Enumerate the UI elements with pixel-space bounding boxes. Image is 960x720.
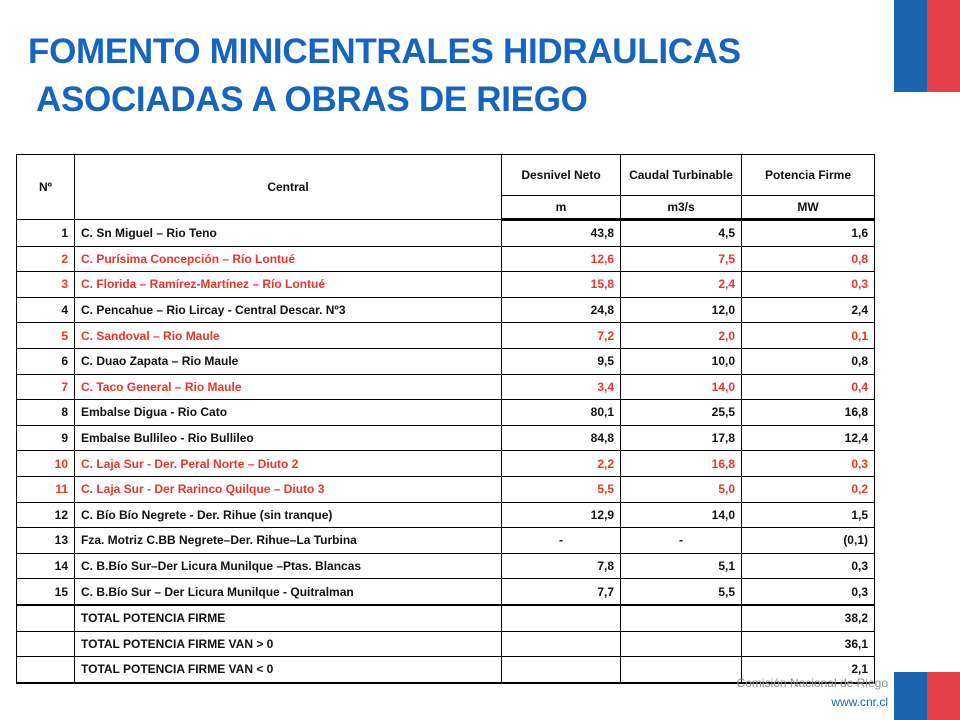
cell-central: C. B.Bío Sur – Der Licura Munilque - Quitralman: [75, 579, 502, 605]
cell-potencia: 0,4: [742, 374, 875, 400]
cell-desnivel: 15,8: [502, 272, 621, 298]
cell-caudal: 5,0: [621, 476, 742, 502]
header-central: Central: [75, 155, 502, 220]
total-row: [17, 605, 875, 631]
cell-central: C. Pencahue – Rio Lircay - Central Descar. Nº3: [75, 297, 502, 323]
total-row: [17, 631, 875, 657]
cell-central: C. Duao Zapata – Rio Maule: [75, 348, 502, 374]
cell-desnivel: 84,8: [502, 425, 621, 451]
cell-desnivel: -: [502, 528, 621, 554]
footer-url[interactable]: www.cnr.cl: [831, 695, 888, 709]
table-row: [17, 272, 875, 298]
total-empty-caudal: [621, 605, 742, 631]
cell-desnivel: 80,1: [502, 400, 621, 426]
table-row: [17, 528, 875, 554]
cell-caudal: 10,0: [621, 348, 742, 374]
flag-red-band: [927, 0, 960, 92]
cell-desnivel: 7,2: [502, 323, 621, 349]
cell-desnivel: 24,8: [502, 297, 621, 323]
total-empty-num: [17, 657, 75, 683]
total-value: 36,1: [742, 631, 875, 657]
header-desnivel: Desnivel Neto: [502, 155, 621, 196]
cell-caudal: 4,5: [621, 220, 742, 247]
table-row: [17, 579, 875, 605]
total-label: TOTAL POTENCIA FIRME: [75, 605, 502, 631]
cell-central: C. Sandoval – Rio Maule: [75, 323, 502, 349]
title-line-1: FOMENTO MINICENTRALES HIDRAULICAS: [28, 32, 741, 71]
cell-central: C. Florida – Ramírez-Martínez – Río Lontué: [75, 272, 502, 298]
cell-caudal: -: [621, 528, 742, 554]
table-row: [17, 246, 875, 272]
cell-desnivel: 7,8: [502, 553, 621, 579]
total-label: TOTAL POTENCIA FIRME VAN > 0: [75, 631, 502, 657]
cell-num: 2: [17, 246, 75, 272]
cell-desnivel: 43,8: [502, 220, 621, 247]
cell-potencia: 1,6: [742, 220, 875, 247]
total-empty-num: [17, 605, 75, 631]
cell-potencia: 12,4: [742, 425, 875, 451]
cell-potencia: 2,4: [742, 297, 875, 323]
cell-num: 4: [17, 297, 75, 323]
cell-num: 8: [17, 400, 75, 426]
cell-central: C. Sn Miguel – Rio Teno: [75, 220, 502, 247]
cell-potencia: 0,2: [742, 476, 875, 502]
cell-desnivel: 5,5: [502, 476, 621, 502]
unit-desnivel: m: [502, 196, 621, 220]
cell-num: 10: [17, 451, 75, 477]
cell-caudal: 16,8: [621, 451, 742, 477]
table-row: [17, 374, 875, 400]
cell-desnivel: 3,4: [502, 374, 621, 400]
cell-num: 12: [17, 502, 75, 528]
cell-potencia: 0,3: [742, 451, 875, 477]
cell-potencia: 0,1: [742, 323, 875, 349]
cell-desnivel: 12,9: [502, 502, 621, 528]
total-value: 2,1: [742, 657, 875, 683]
cell-caudal: 5,5: [621, 579, 742, 605]
cell-central: Embalse Digua - Rio Cato: [75, 400, 502, 426]
cell-central: C. Laja Sur - Der. Peral Norte – Diuto 2: [75, 451, 502, 477]
table-row: [17, 502, 875, 528]
table-row: [17, 451, 875, 477]
flag-red-band: [927, 672, 960, 720]
minicentrales-table: [16, 154, 875, 684]
flag-decoration-top: [894, 0, 960, 92]
cell-num: 11: [17, 476, 75, 502]
table-row: [17, 220, 875, 247]
cell-caudal: 12,0: [621, 297, 742, 323]
footer-org: Comisión Nacional de Riego: [736, 676, 888, 690]
unit-caudal: m3/s: [621, 196, 742, 220]
total-label: TOTAL POTENCIA FIRME VAN < 0: [75, 657, 502, 683]
cell-potencia: 0,3: [742, 579, 875, 605]
cell-desnivel: 9,5: [502, 348, 621, 374]
table-row: [17, 400, 875, 426]
cell-central: C. Bío Bío Negrete - Der. Rihue (sin tranque): [75, 502, 502, 528]
cell-central: C. Purísima Concepción – Río Lontué: [75, 246, 502, 272]
table-row: [17, 425, 875, 451]
cell-caudal: 2,4: [621, 272, 742, 298]
cell-desnivel: 7,7: [502, 579, 621, 605]
table-row: [17, 553, 875, 579]
cell-num: 6: [17, 348, 75, 374]
table-body: [17, 220, 875, 683]
cell-potencia: 0,3: [742, 553, 875, 579]
table-row: [17, 297, 875, 323]
slide-title: [28, 28, 741, 124]
cell-central: Fza. Motriz C.BB Negrete–Der. Rihue–La Turbina: [75, 528, 502, 554]
total-empty-desnivel: [502, 631, 621, 657]
cell-desnivel: 2,2: [502, 451, 621, 477]
cell-central: C. B.Bío Sur–Der Licura Munilque –Ptas. Blancas: [75, 553, 502, 579]
total-empty-desnivel: [502, 605, 621, 631]
cell-caudal: 17,8: [621, 425, 742, 451]
cell-caudal: 2,0: [621, 323, 742, 349]
flag-decoration-bottom: [894, 672, 960, 720]
total-empty-caudal: [621, 631, 742, 657]
table-row: [17, 476, 875, 502]
table-row: [17, 348, 875, 374]
footer: [737, 674, 888, 712]
cell-potencia: 1,5: [742, 502, 875, 528]
cell-num: 14: [17, 553, 75, 579]
cell-potencia: 0,8: [742, 246, 875, 272]
header-potencia: Potencia Firme: [742, 155, 875, 196]
cell-num: 1: [17, 220, 75, 247]
cell-potencia: (0,1): [742, 528, 875, 554]
cell-caudal: 14,0: [621, 502, 742, 528]
cell-num: 3: [17, 272, 75, 298]
cell-num: 7: [17, 374, 75, 400]
cell-caudal: 5,1: [621, 553, 742, 579]
cell-potencia: 0,3: [742, 272, 875, 298]
cell-potencia: 16,8: [742, 400, 875, 426]
cell-central: C. Taco General – Rio Maule: [75, 374, 502, 400]
flag-blue-band: [894, 0, 927, 92]
table-row: [17, 323, 875, 349]
cell-central: Embalse Bullileo - Rio Bullileo: [75, 425, 502, 451]
header-num: Nº: [17, 155, 75, 220]
cell-caudal: 14,0: [621, 374, 742, 400]
unit-potencia: MW: [742, 196, 875, 220]
total-empty-num: [17, 631, 75, 657]
cell-num: 13: [17, 528, 75, 554]
cell-desnivel: 12,6: [502, 246, 621, 272]
total-empty-caudal: [621, 657, 742, 683]
cell-num: 15: [17, 579, 75, 605]
title-line-2: ASOCIADAS A OBRAS DE RIEGO: [36, 80, 588, 119]
cell-caudal: 7,5: [621, 246, 742, 272]
cell-num: 5: [17, 323, 75, 349]
header-caudal: Caudal Turbinable: [621, 155, 742, 196]
cell-central: C. Laja Sur - Der Rarinco Quilque – Diuto 3: [75, 476, 502, 502]
total-empty-desnivel: [502, 657, 621, 683]
cell-potencia: 0,8: [742, 348, 875, 374]
cell-num: 9: [17, 425, 75, 451]
total-value: 38,2: [742, 605, 875, 631]
cell-caudal: 25,5: [621, 400, 742, 426]
flag-blue-band: [894, 672, 927, 720]
